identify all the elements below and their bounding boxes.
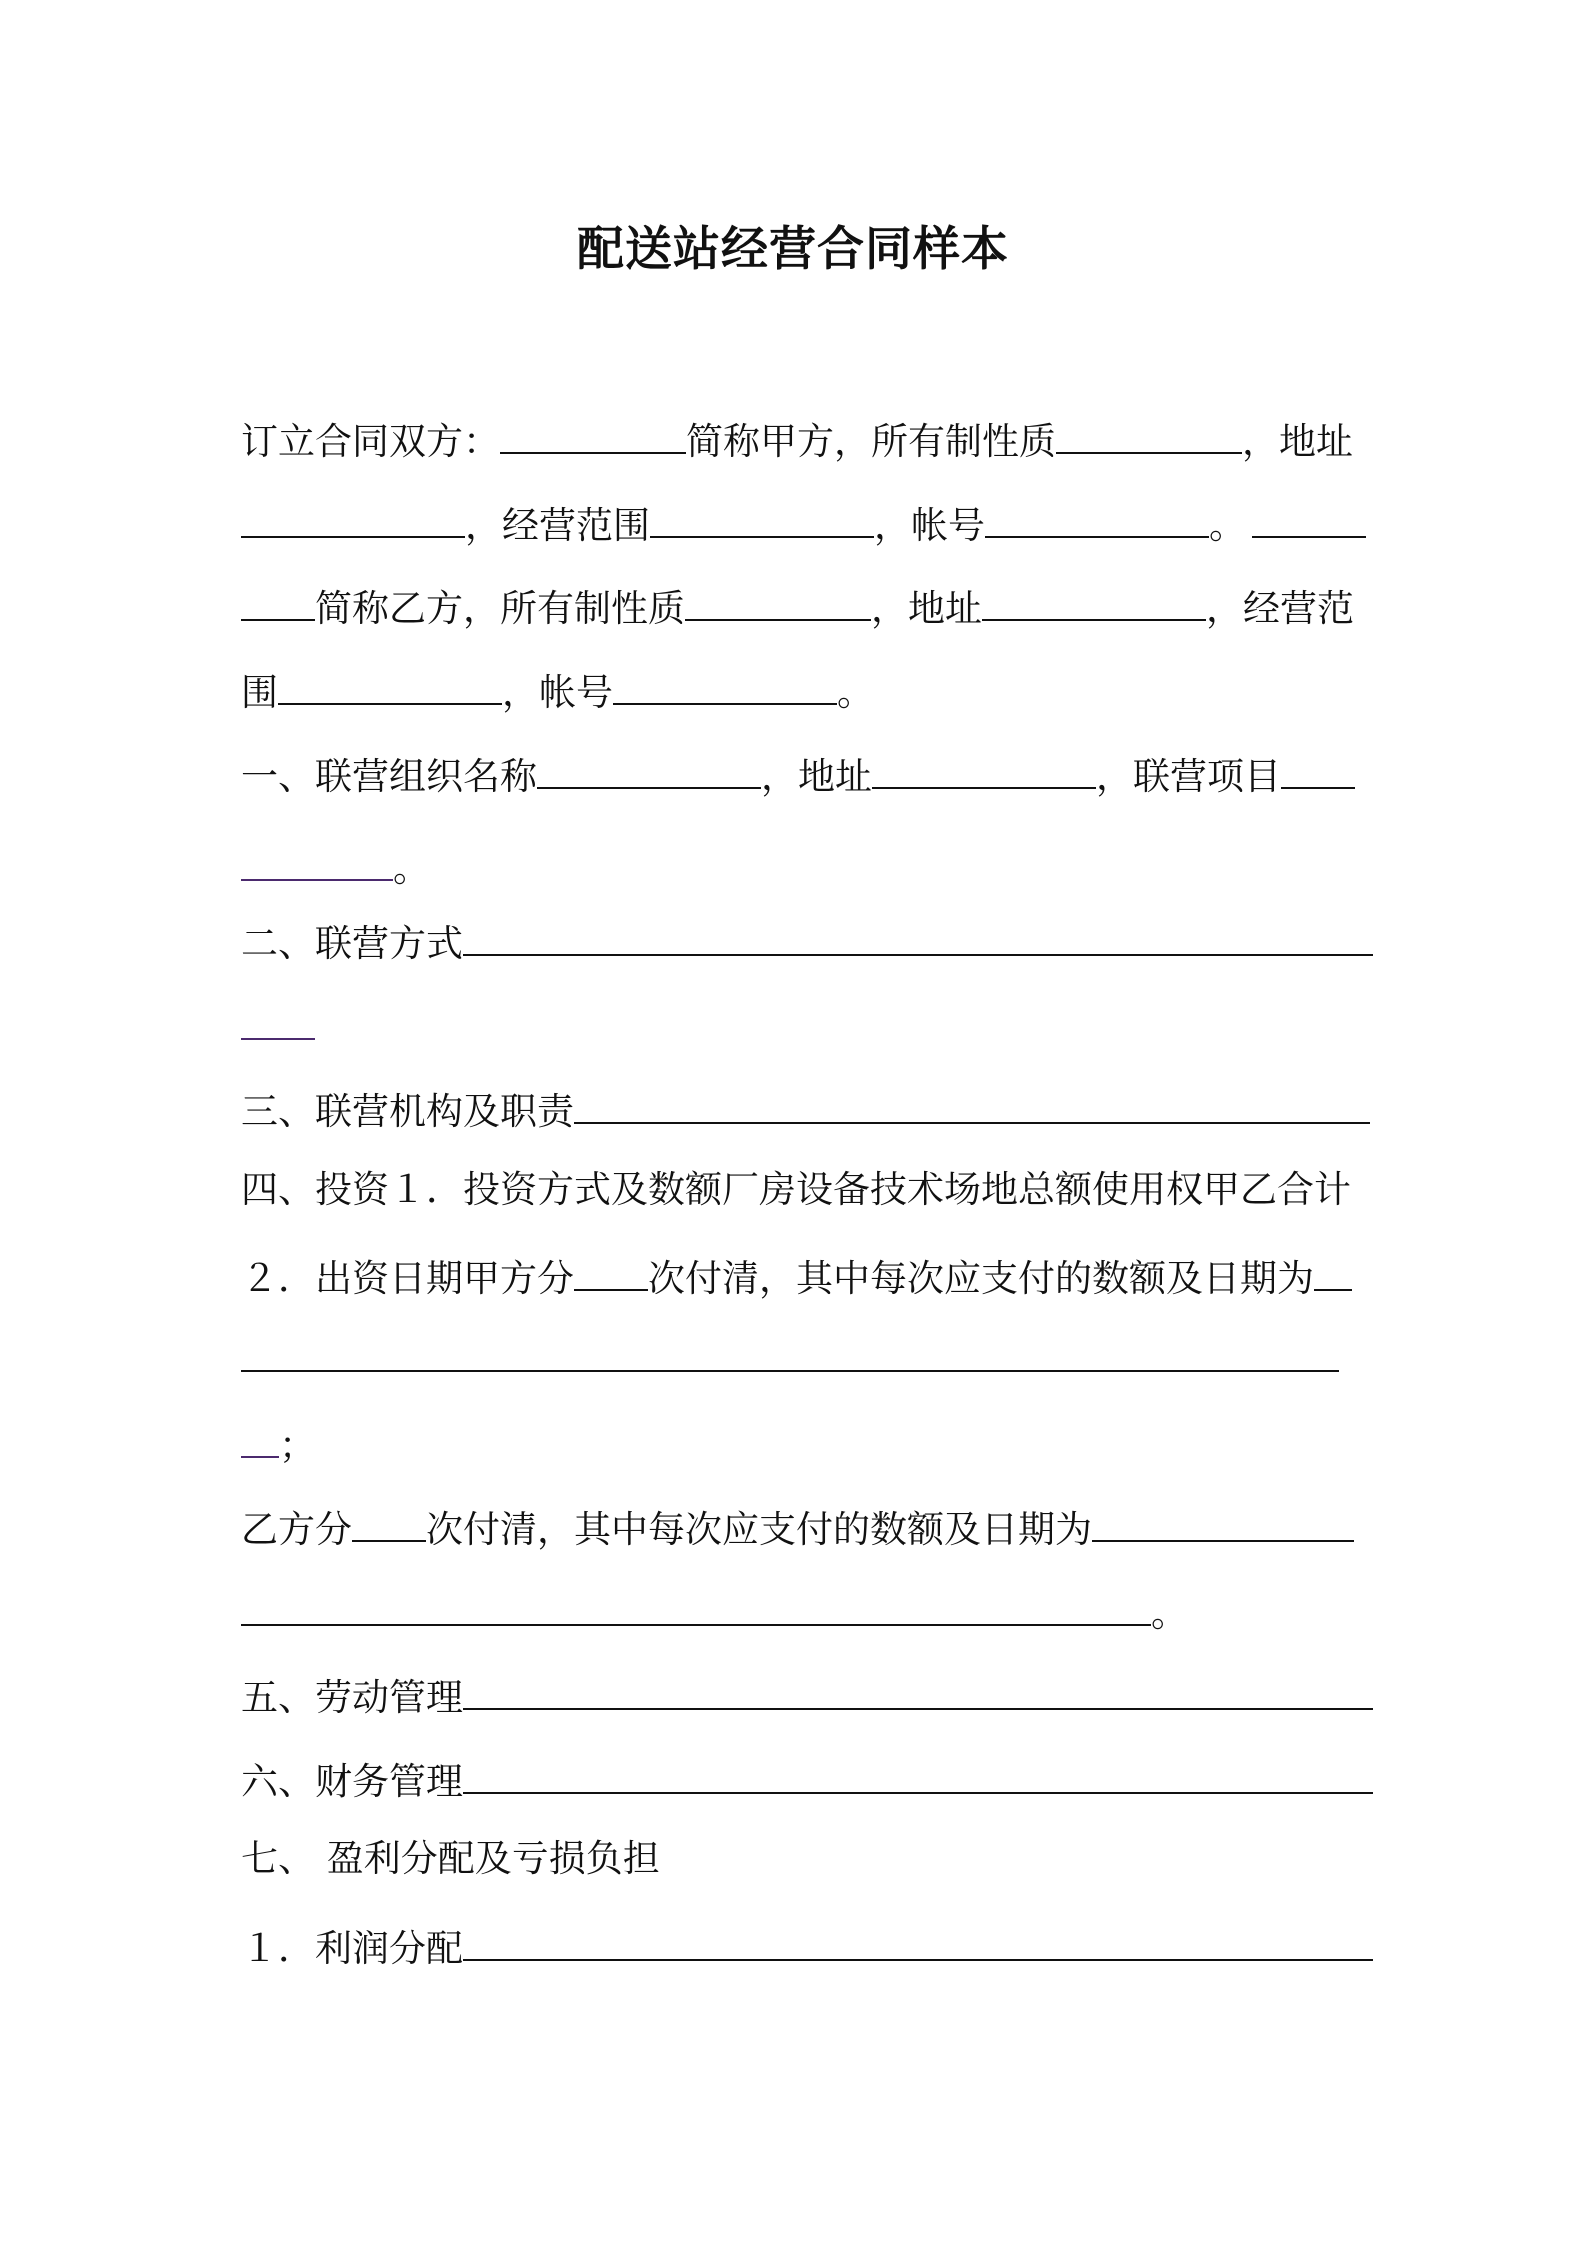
parties-line-2 <box>241 490 1361 550</box>
joint-org-name-blank[interactable] <box>537 741 761 789</box>
party-a-scope-blank[interactable] <box>650 490 874 538</box>
party-a-account-blank[interactable] <box>985 490 1209 538</box>
labor-management-blank[interactable] <box>463 1662 1373 1710</box>
party-a-name-blank[interactable] <box>500 406 686 454</box>
party-b-address-blank[interactable] <box>982 573 1206 621</box>
profit-distribution-blank[interactable] <box>463 1913 1373 1961</box>
party-b-account-blank[interactable] <box>613 657 837 705</box>
party-b-abbr-label: 简称乙方，所有制性质 <box>315 587 685 630</box>
section-1-line <box>241 741 1361 801</box>
party-b-scope-label-cont: 围 <box>241 671 278 714</box>
section-6-label: 六、财务管理 <box>241 1760 463 1803</box>
section-3-line <box>241 1076 1361 1136</box>
party-a-address-label: ，地址 <box>1242 420 1353 463</box>
cooperation-mode-blank-cont[interactable] <box>241 992 315 1040</box>
party-a-address-blank[interactable] <box>241 490 465 538</box>
section-7-label: 七、 盈利分配及亏损负担 <box>241 1837 660 1880</box>
party-b-account-label: ，帐号 <box>502 671 613 714</box>
party-b-amount-blank[interactable] <box>1092 1494 1354 1542</box>
joint-org-address-label: ，地址 <box>761 755 872 798</box>
section-4-line-5 <box>241 1578 1361 1638</box>
party-a-account-label: ，帐号 <box>874 504 985 547</box>
document-title: 配送站经营合同样本 <box>577 222 1009 277</box>
section-5-line <box>241 1662 1361 1722</box>
section-3-label: 三、联营机构及职责 <box>241 1090 574 1133</box>
party-a-ownership-blank[interactable] <box>1056 406 1242 454</box>
profit-distribution-label: １．利润分配 <box>241 1927 463 1970</box>
section-4-end: 。 <box>1151 1592 1188 1635</box>
party-a-amount-label: 次付清，其中每次应支付的数额及日期为 <box>648 1257 1314 1300</box>
parties-line-3 <box>241 573 1361 633</box>
party-a-amount-blank-cont[interactable] <box>241 1410 279 1458</box>
parties-line-1 <box>241 406 1361 466</box>
party-b-scope-label: ，经营范 <box>1206 587 1354 630</box>
section-2-line <box>241 908 1361 968</box>
cooperation-mode-blank[interactable] <box>463 908 1373 956</box>
section-1-end: 。 <box>393 847 430 890</box>
financial-management-blank[interactable] <box>463 1746 1373 1794</box>
party-b-address-label: ，地址 <box>871 587 982 630</box>
party-a-amount-blank-line[interactable] <box>241 1370 1339 1372</box>
section-6-line <box>241 1746 1361 1806</box>
org-duties-blank[interactable] <box>574 1076 1370 1124</box>
party-b-ownership-blank[interactable] <box>685 573 871 621</box>
section-2-label: 二、联营方式 <box>241 922 463 965</box>
party-b-pay-label: 乙方分 <box>241 1508 352 1551</box>
party-a-installments-blank[interactable] <box>574 1243 648 1291</box>
section-4-line-4 <box>241 1494 1361 1554</box>
investment-date-label: ２．出资日期甲方分 <box>241 1257 574 1300</box>
joint-project-blank-cont[interactable] <box>241 833 393 881</box>
party-b-name-blank-cont[interactable] <box>241 573 315 621</box>
party-a-abbr-label: 简称甲方，所有制性质 <box>686 420 1056 463</box>
party-a-end: 。 <box>1209 504 1246 547</box>
semicolon: ； <box>279 1424 316 1467</box>
parties-line-4 <box>241 657 1361 717</box>
section-7-1-line <box>241 1913 1361 1973</box>
party-b-end: 。 <box>837 671 874 714</box>
section-1-line-2 <box>241 833 1361 893</box>
parties-label: 订立合同双方： <box>241 420 500 463</box>
section-5-label: 五、劳动管理 <box>241 1676 463 1719</box>
joint-project-blank[interactable] <box>1281 741 1355 789</box>
section-2-line-2 <box>241 992 1361 1052</box>
joint-project-label: ，联营项目 <box>1096 755 1281 798</box>
section-4-line-1 <box>241 1160 1361 1220</box>
party-b-amount-blank-cont[interactable] <box>241 1578 1151 1626</box>
section-4-line-3 <box>241 1410 1361 1470</box>
party-b-name-blank[interactable] <box>1252 490 1366 538</box>
section-7-line <box>241 1829 1361 1889</box>
section-4-label: 四、投资１．投资方式及数额厂房设备技术场地总额使用权甲乙合计 <box>241 1168 1351 1211</box>
party-b-scope-blank[interactable] <box>278 657 502 705</box>
party-b-amount-label: 次付清，其中每次应支付的数额及日期为 <box>426 1508 1092 1551</box>
section-4-line-2 <box>241 1243 1361 1303</box>
party-a-amount-blank[interactable] <box>1314 1243 1352 1291</box>
joint-org-address-blank[interactable] <box>872 741 1096 789</box>
party-b-installments-blank[interactable] <box>352 1494 426 1542</box>
section-1-label: 一、联营组织名称 <box>241 755 537 798</box>
party-a-scope-label: ，经营范围 <box>465 504 650 547</box>
